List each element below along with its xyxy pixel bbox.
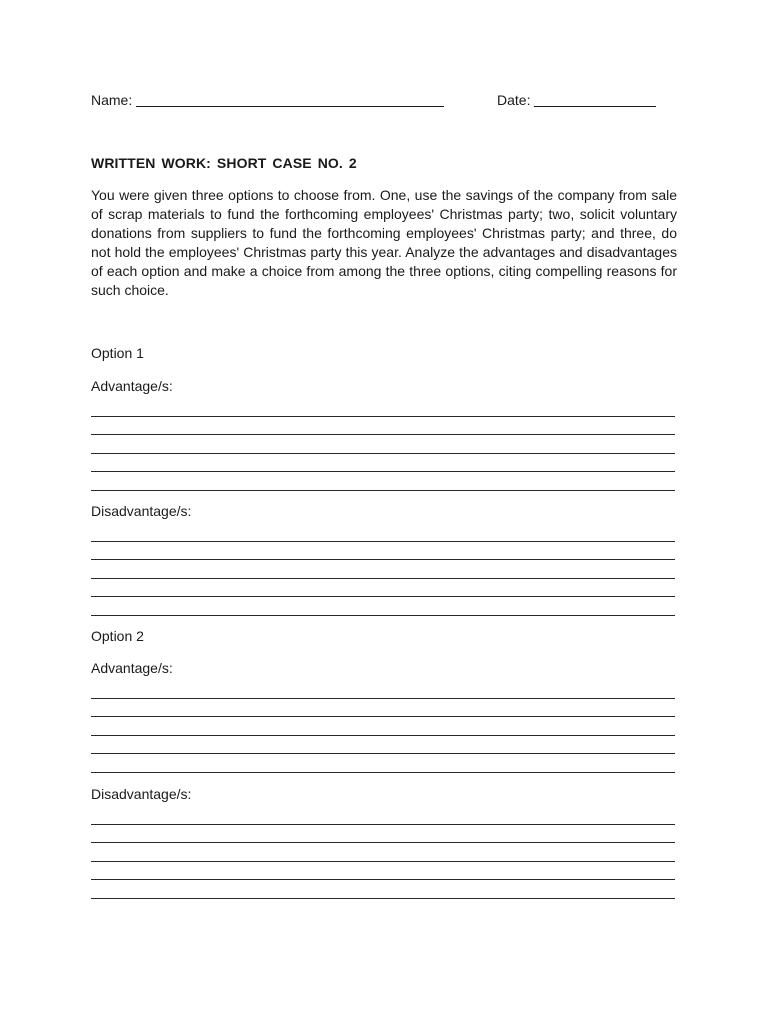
name-label: Name:	[91, 92, 133, 108]
answer-line	[91, 472, 675, 491]
answer-line	[91, 597, 675, 616]
answer-line	[91, 754, 675, 773]
answer-line	[91, 699, 675, 718]
answer-line	[91, 736, 675, 755]
answer-line	[91, 806, 675, 825]
instructions-paragraph: You were given three options to choose from. One, use the savings of the company from sale of scrap materials to fund the forthcoming employees' Christmas party; two, solicit voluntary donations from suppliers to fund the forthcoming employees' Christmas party; and three, do not hold the employees' Christmas party this year. Analyze the advantages and disadvantages of each option and make a choice from among the three options, citing compelling reasons for such choice.	[91, 187, 677, 298]
name-blank-line	[136, 92, 444, 107]
answer-line	[91, 417, 675, 436]
name-field	[91, 90, 444, 108]
answer-line	[91, 680, 675, 699]
answer-line	[91, 579, 675, 598]
option-1-disadvantage-label: Disadvantage/s:	[91, 503, 192, 519]
date-label: Date:	[497, 92, 531, 108]
option-2-section	[91, 628, 675, 648]
option-2-heading: Option 2	[91, 628, 144, 644]
answer-line	[91, 862, 675, 881]
date-field	[497, 90, 656, 108]
answer-line	[91, 717, 675, 736]
answer-line	[91, 435, 675, 454]
option-2-advantages	[91, 660, 675, 773]
answer-line	[91, 560, 675, 579]
option-2-disadvantage-label: Disadvantage/s:	[91, 786, 192, 802]
answer-line	[91, 880, 675, 899]
option-1-advantages	[91, 378, 675, 491]
answer-line	[91, 542, 675, 561]
answer-line	[91, 398, 675, 417]
answer-line	[91, 454, 675, 473]
option-2-advantage-label: Advantage/s:	[91, 660, 173, 676]
date-blank-line	[534, 92, 656, 107]
option-2-disadvantages	[91, 786, 675, 899]
header-fields	[91, 90, 671, 112]
option-1-advantage-lines	[91, 398, 675, 491]
option-2-advantage-lines	[91, 680, 675, 773]
worksheet-title: WRITTEN WORK: SHORT CASE NO. 2	[91, 155, 357, 171]
option-1-disadvantage-lines	[91, 523, 675, 616]
option-1-disadvantages	[91, 503, 675, 616]
option-2-disadvantage-lines	[91, 806, 675, 899]
answer-line	[91, 843, 675, 862]
answer-line	[91, 825, 675, 844]
option-1-advantage-label: Advantage/s:	[91, 378, 173, 394]
answer-line	[91, 523, 675, 542]
option-1-heading: Option 1	[91, 345, 144, 361]
option-1-section	[91, 345, 675, 365]
